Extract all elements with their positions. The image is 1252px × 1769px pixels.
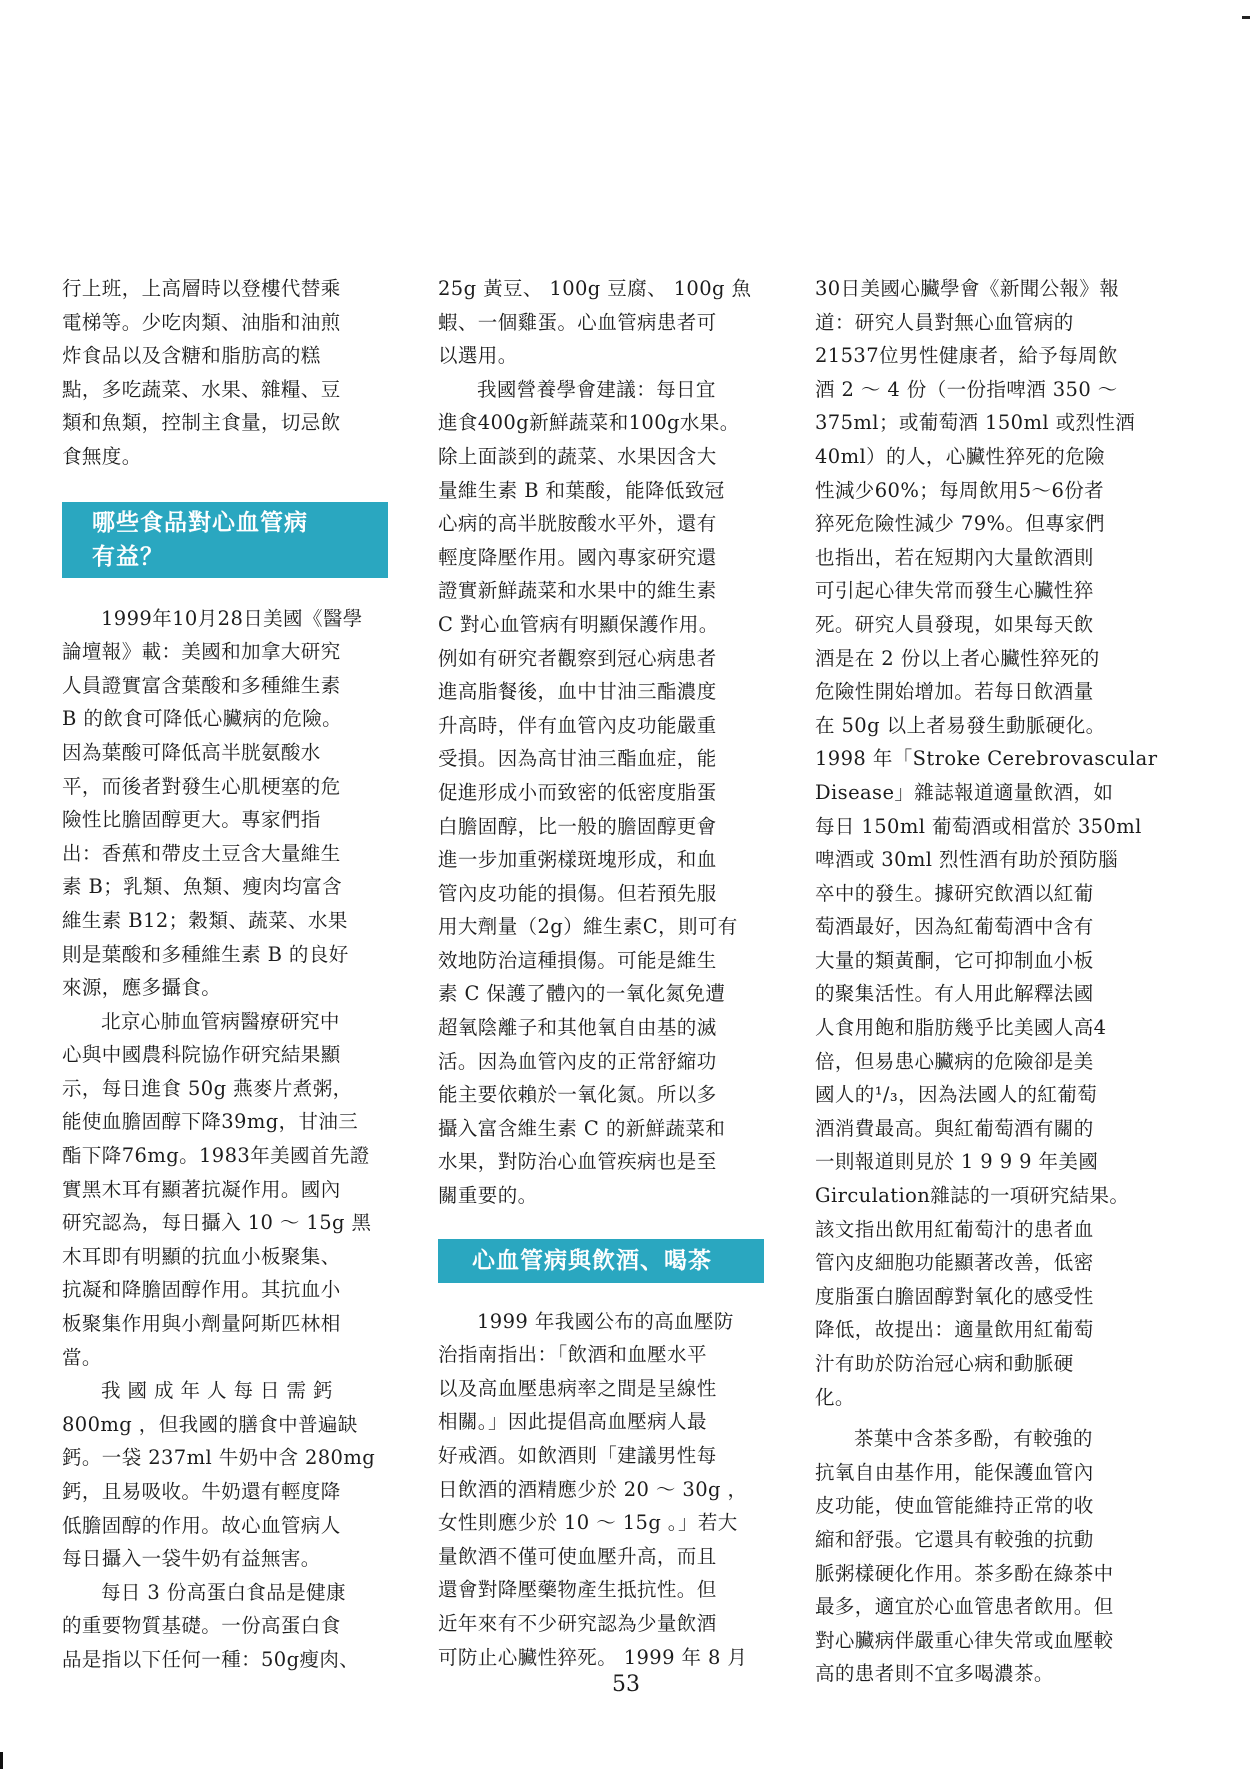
text-line: 促進形成小而致密的低密度脂蛋 [438,780,717,804]
text-line: 例如有研究者觀察到冠心病患者 [438,646,717,670]
paragraph [62,1005,392,1375]
text-line: 日飲酒的酒精應少於 20 ～ 30g ， [438,1477,748,1501]
text-line: 啤酒或 30ml 烈性酒有助於預防腦 [815,848,1119,872]
text-line: 低膽固醇的作用。故心血管病人 [62,1513,341,1537]
text-line: 汁有助於防治冠心病和動脈硬 [815,1352,1074,1375]
section-heading-alcohol-tea [438,1239,764,1283]
text-line: 酒 2 ～ 4 份（一份指啤酒 350 ～ [815,377,1118,401]
text-line: 茶葉中含茶多酚，有較強的 [854,1427,1093,1451]
text-line: 1998 年「Stroke Cerebrovascular [815,747,1158,771]
text-line: 縮和舒張。它還具有較強的抗動 [815,1527,1094,1551]
text-line: 管內皮功能的損傷。但若預先服 [438,881,717,905]
text-line: 實黑木耳有顯著抗凝作用。國內 [62,1177,341,1201]
text-line: 出：香蕉和帶皮土豆含大量維生 [62,841,341,865]
text-line: 我 國 成 年 人 每 日 需 鈣 [101,1379,333,1403]
text-line: 進高脂餐後，血中甘油三酯濃度 [438,680,717,704]
paragraph [815,272,1158,1414]
text-line: 1999 年我國公布的高血壓防 [477,1309,734,1333]
column-3 [815,272,1158,1691]
text-line: 死。研究人員發現，如果每天飲 [815,612,1094,636]
text-line: 21537位男性健康者，給予每周飲 [815,344,1118,368]
text-line: 的重要物質基礎。一份高蛋白食 [62,1614,341,1638]
text-line: 除上面談到的蔬菜、水果因含大 [438,444,717,468]
scan-edge-mark [0,1752,3,1769]
text-line: 25g 黃豆、 100g 豆腐、 100g 魚 [438,277,752,300]
text-line: 我國營養學會建議：每日宜 [477,377,716,401]
text-line: 鈣。一袋 237ml 牛奶中含 280mg [62,1446,376,1470]
text-line: 375ml；或葡萄酒 150ml 或烈性酒 [815,411,1136,435]
text-line: 人食用飽和脂肪幾乎比美國人高4 [815,1016,1107,1040]
text-line: 關重要的。 [438,1184,538,1208]
text-line: 最多，適宜於心血管患者飲用。但 [815,1595,1114,1619]
text-line: 因為葉酸可降低高半胱氨酸水 [62,740,321,764]
text-line: 效地防治這種損傷。可能是維生 [438,948,717,972]
text-line: 一則報道則見於 1 9 9 9 年美國 [815,1150,1099,1174]
text-line: 人員證實富含葉酸和多種維生素 [62,673,341,697]
text-line: 研究認為，每日攝入 10 ～ 15g 黑 [62,1211,372,1235]
paragraph [438,373,768,1213]
text-line: 來源，應多攝食。 [62,976,222,1000]
text-line: 素 C 保護了體內的一氧化氮免遭 [438,982,726,1006]
text-line: 40ml）的人，心臟性猝死的危險 [815,444,1105,468]
text-line: 可防止心臟性猝死。 1999 年 8 月 [438,1645,748,1669]
text-line: 木耳即有明顯的抗血小板聚集、 [62,1244,341,1268]
paragraph-gap [815,1414,1145,1422]
text-line: 800mg ，但我國的膳食中普遍缺 [62,1412,358,1436]
text-line: 治指南指出：「飲酒和血壓水平 [438,1343,707,1367]
text-line: 維生素 B12；穀類、蔬菜、水果 [62,908,348,932]
text-line: 證實新鮮蔬菜和水果中的維生素 [438,579,717,603]
text-line: 猝死危險性減少 79%。但專家們 [815,512,1105,536]
text-line: 蝦、一個雞蛋。心血管病患者可 [438,310,717,334]
text-line: 該文指出飲用紅葡萄汁的患者血 [815,1217,1094,1241]
text-line: 降低，故提出：適量飲用紅葡萄 [815,1318,1094,1342]
text-line: B 的飲食可降低心臟病的危險。 [62,707,343,731]
paragraph [815,1422,1145,1691]
text-line: 心病的高半胱胺酸水平外，還有 [438,512,717,536]
text-line: 板聚集作用與小劑量阿斯匹林相 [62,1312,341,1336]
text-line: 倍，但易患心臟病的危險卻是美 [815,1049,1094,1073]
text-line: 大量的類黃酮，它可抑制血小板 [815,948,1094,972]
text-line: 每日 3 份高蛋白食品是健康 [101,1580,346,1604]
text-line: 點，多吃蔬菜、水果、雜糧、豆 [62,377,341,401]
text-line: 抗氧自由基作用，能保護血管內 [815,1460,1094,1484]
text-line: 在 50g 以上者易發生動脈硬化。 [815,713,1106,737]
text-line: 30日美國心臟學會《新聞公報》報 [815,277,1120,300]
text-line: 近年來有不少研究認為少量飲酒 [438,1611,717,1635]
text-line: 平，而後者對發生心肌梗塞的危 [62,774,341,798]
text-line: 危險性開始增加。若每日飲酒量 [815,680,1094,704]
text-line: 以選用。 [438,344,518,368]
text-line: 行上班，上高層時以登樓代替乘 [62,277,341,300]
text-line: 活。因為血管內皮的正常舒縮功 [438,1049,717,1073]
text-line: 北京心肺血管病醫療研究中 [101,1009,340,1033]
heading-line: 心血管病與飲酒、喝茶 [472,1247,712,1274]
text-line: 白膽固醇，比一般的膽固醇更會 [438,814,717,838]
text-line: 心與中國農科院協作研究結果顯 [62,1043,341,1067]
text-line: 皮功能，使血管能維持正常的收 [815,1494,1094,1518]
text-line: 也指出，若在短期內大量飲酒則 [815,545,1094,569]
text-line: 女性則應少於 10 ～ 15g 。」若大 [438,1511,738,1535]
column-1 [62,272,392,1677]
text-line: 可引起心律失常而發生心臟性猝 [815,579,1094,603]
text-line: 化。 [815,1385,855,1409]
text-line: 1999年10月28日美國《醫學 [101,606,363,630]
text-line: 酒是在 2 份以上者心臟性猝死的 [815,646,1100,670]
text-line: 論壇報》載：美國和加拿大研究 [62,640,341,664]
text-line: 能使血膽固醇下降39mg，甘油三 [62,1110,359,1134]
text-line: 攝入富含維生素 C 的新鮮蔬菜和 [438,1116,726,1140]
text-line: 鈣，且易吸收。牛奶還有輕度降 [62,1480,341,1503]
text-line: 萄酒最好，因為紅葡萄酒中含有 [815,915,1094,939]
text-line: Girculation雜誌的一項研究結果。 [815,1184,1130,1208]
text-line: 還會對降壓藥物產生抵抗性。但 [438,1578,717,1602]
heading-line: 哪些食品對心血管病 [92,509,308,536]
text-line: 進食400g新鮮蔬菜和100g水果。 [438,411,740,435]
text-line: 以及高血壓患病率之間是呈線性 [438,1376,717,1400]
text-line: 好戒酒。如飲酒則「建議男性每 [438,1444,717,1467]
paragraph [62,602,392,1005]
paragraph [62,1374,392,1576]
scan-edge-mark [1242,16,1250,19]
text-line: 食無度。 [62,444,142,468]
text-line: 高的患者則不宜多喝濃茶。 [815,1662,1054,1686]
text-line: 酯下降76mg。1983年美國首先證 [62,1144,370,1168]
text-line: 抗凝和降膽固醇作用。其抗血小 [62,1278,341,1302]
text-line: 性減少60%；每周飲用5～6份者 [815,478,1105,502]
text-line: 水果，對防治心血管疾病也是至 [438,1150,717,1174]
paragraph [438,1305,768,1675]
text-line: 則是葉酸和多種維生素 B 的良好 [62,942,349,966]
paragraph [62,1576,392,1677]
text-line: 險性比膽固醇更大。專家們指 [62,808,321,832]
paragraph [438,272,768,373]
text-line: 量維生素 B 和葉酸，能降低致冠 [438,478,725,502]
section-heading-beneficial-foods [62,502,388,578]
text-line: 度脂蛋白膽固醇對氧化的感受性 [815,1284,1094,1308]
text-line: 管內皮細胞功能顯著改善，低密 [815,1251,1094,1275]
text-line: 示，每日進食 50g 燕麥片煮粥， [62,1076,353,1100]
text-line: 每日 150ml 葡萄酒或相當於 350ml [815,814,1142,838]
text-line: 用大劑量（2g）維生素C，則可有 [438,915,738,939]
text-line: 品是指以下任何一種：50g瘦肉、 [62,1647,360,1671]
page-number: 53 [612,1672,640,1697]
heading-line: 有益？ [92,543,164,570]
text-line: 脈粥樣硬化作用。茶多酚在綠茶中 [815,1561,1114,1585]
text-line: 超氧陰離子和其他氧自由基的滅 [438,1016,717,1040]
text-line: 國人的¹/₃，因為法國人的紅葡萄 [815,1083,1098,1107]
text-line: 電梯等。少吃肉類、油脂和油煎 [62,310,341,334]
text-line: 當。 [62,1345,102,1369]
text-line: 能主要依賴於一氧化氮。所以多 [438,1083,717,1107]
text-line: 量飲酒不僅可使血壓升高，而且 [438,1544,717,1568]
text-line: 酒消費最高。與紅葡萄酒有關的 [815,1116,1094,1140]
text-line: 每日攝入一袋牛奶有益無害。 [62,1547,321,1571]
text-line: 卒中的發生。據研究飲酒以紅葡 [815,881,1094,905]
text-line: 相關。」因此提倡高血壓病人最 [438,1410,707,1434]
text-line: 類和魚類，控制主食量，切忌飲 [62,411,341,435]
text-line: 的聚集活性。有人用此解釋法國 [815,982,1094,1006]
text-line: 道：研究人員對無心血管病的 [815,310,1074,334]
paragraph-intro [62,272,392,474]
text-line: 進一步加重粥樣斑塊形成，和血 [438,848,717,872]
text-line: 對心臟病伴嚴重心律失常或血壓較 [815,1628,1114,1652]
text-line: C 對心血管病有明顯保護作用。 [438,612,719,636]
text-line: 升高時，伴有血管內皮功能嚴重 [438,713,717,737]
text-line: Disease」雜誌報道適量飲酒，如 [815,780,1114,804]
text-line: 受損。因為高甘油三酯血症，能 [438,747,717,771]
text-line: 素 B；乳類、魚類、瘦肉均富含 [62,875,343,899]
text-line: 炸食品以及含糖和脂肪高的糕 [62,344,321,368]
column-2 [438,272,768,1674]
text-line: 輕度降壓作用。國內專家研究還 [438,545,717,569]
